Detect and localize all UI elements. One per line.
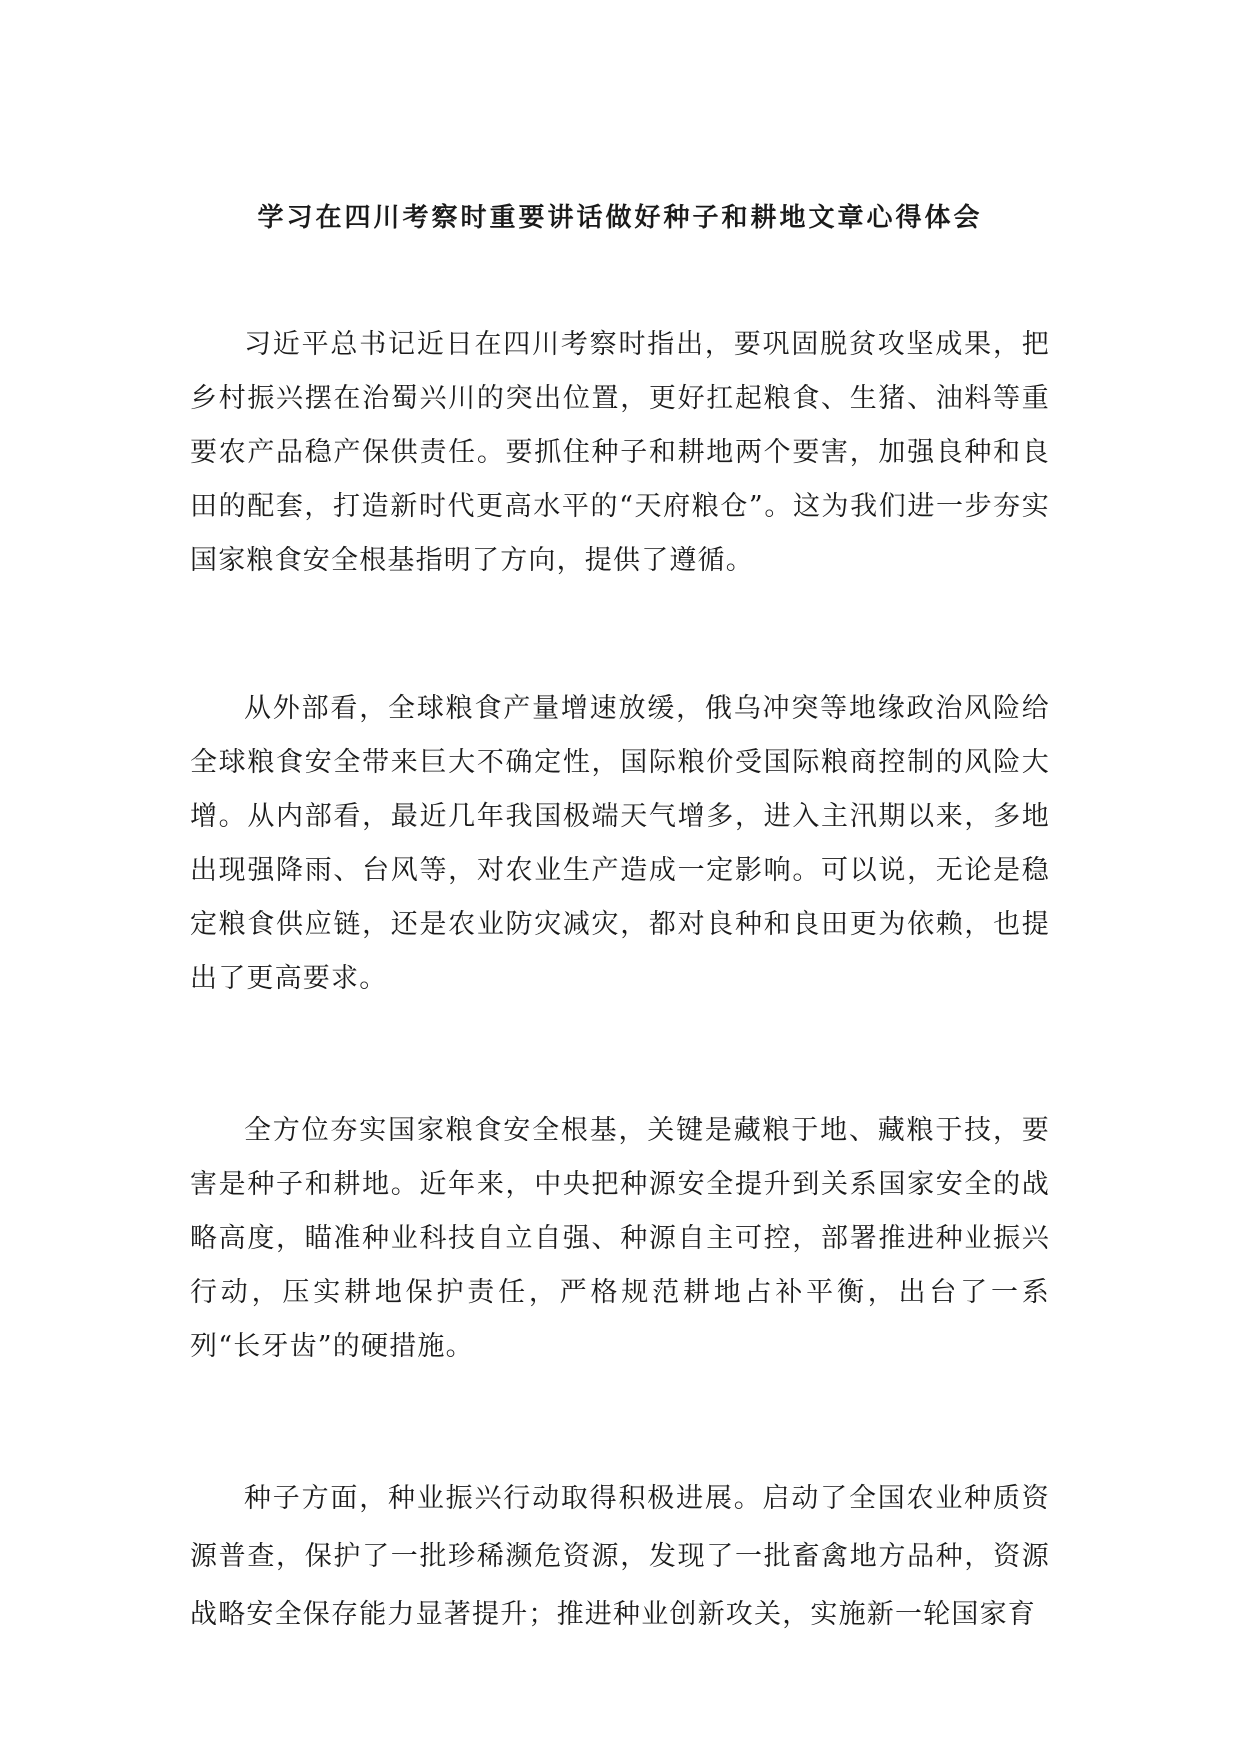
body-paragraph-4: 种子方面，种业振兴行动取得积极进展。启动了全国农业种质资源普查，保护了一批珍稀濒危资源，发现了一批畜禽地方品种，资源战略安全保存能力显著提升；推进种业创新攻关，实施新一轮国家育 [190, 1483, 1050, 1630]
body-paragraph-3: 全方位夯实国家粮食安全根基，关键是藏粮于地、藏粮于技，要害是种子和耕地。近年来，中央把种源安全提升到关系国家安全的战略高度，瞄准种业科技自立自强、种源自主可控，部署推进种业振兴行动，压实耕地保护责任，严格规范耕地占补平衡，出台了一系列“长牙齿”的硬措施。 [190, 1115, 1050, 1362]
document-title: 学习在四川考察时重要讲话做好种子和耕地文章心得体会 [257, 203, 983, 233]
body-paragraph-2: 从外部看，全球粮食产量增速放缓，俄乌冲突等地缘政治风险给全球粮食安全带来巨大不确定性，国际粮价受国际粮商控制的风险大增。从内部看，最近几年我国极端天气增多，进入主汛期以来，多地出现强降雨、台风等，对农业生产造成一定影响。可以说，无论是稳定粮食供应链，还是农业防灾减灾，都对良种和良田更为依赖，也提出了更高要求。 [190, 693, 1050, 994]
body-paragraph-1: 习近平总书记近日在四川考察时指出，要巩固脱贫攻坚成果，把乡村振兴摆在治蜀兴川的突出位置，更好扛起粮食、生猪、油料等重要农产品稳产保供责任。要抓住种子和耕地两个要害，加强良种和良田的配套，打造新时代更高水平的“天府粮仓”。这为我们进一步夯实国家粮食安全根基指明了方向，提供了遵循。 [190, 329, 1050, 576]
